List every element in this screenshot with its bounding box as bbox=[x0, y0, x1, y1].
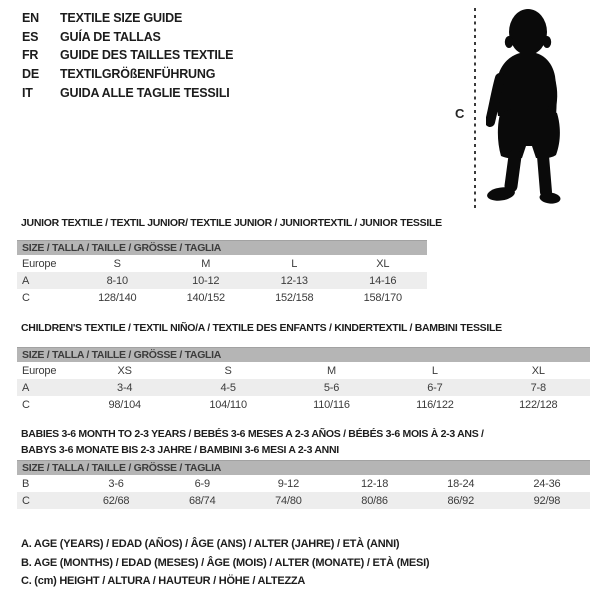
table-row-a bbox=[17, 272, 427, 289]
table-cell: L bbox=[291, 257, 298, 270]
lang-row-es bbox=[22, 28, 233, 47]
table-cell: 128/140 bbox=[98, 291, 137, 304]
table-cell: 116/122 bbox=[416, 398, 454, 411]
legend-age-years: A. AGE (YEARS) / EDAD (AÑOS) / ÂGE (ANS) / ALTER (JAHRE) / ETÀ (ANNI) bbox=[21, 538, 400, 550]
table-cell: XS bbox=[117, 364, 132, 377]
table-cell: 152/158 bbox=[275, 291, 314, 304]
table-row-c bbox=[17, 492, 590, 509]
table-cell: 9-12 bbox=[277, 477, 300, 490]
lang-title: GUIDA ALLE TAGLIE TESSILI bbox=[60, 85, 230, 100]
measure-legend bbox=[21, 535, 429, 591]
table-cell: 68/74 bbox=[188, 494, 216, 507]
table-cell: 92/98 bbox=[533, 494, 561, 507]
children-table-title: CHILDREN'S TEXTILE / TEXTIL NIÑO/A / TEXTILE DES ENFANTS / KINDERTEXTIL / BAMBINI TESSILE bbox=[21, 322, 502, 334]
table-cell: XL bbox=[531, 364, 545, 377]
size-header-bar: SIZE / TALLA / TAILLE / GRÖSSE / TAGLIA bbox=[17, 240, 427, 255]
lang-row-de bbox=[22, 65, 233, 84]
table-row-a bbox=[17, 379, 590, 396]
lang-title: GUIDE DES TAILLES TEXTILE bbox=[60, 48, 234, 63]
table-cell: 8-10 bbox=[106, 274, 128, 287]
lang-title: TEXTILGRÖßENFÜHRUNG bbox=[60, 67, 216, 82]
table-cell: 4-5 bbox=[220, 381, 236, 394]
table-cell: 98/104 bbox=[108, 398, 141, 411]
table-cell: 12-13 bbox=[280, 274, 308, 287]
babies-size-table bbox=[17, 460, 590, 509]
table-cell: 122/128 bbox=[519, 398, 558, 411]
table-cell: 158/170 bbox=[363, 291, 402, 304]
table-cell: M bbox=[201, 257, 211, 270]
lang-code: ES bbox=[22, 29, 39, 44]
table-cell: S bbox=[113, 257, 121, 270]
table-cell: 3-6 bbox=[108, 477, 124, 490]
table-row-c bbox=[17, 289, 427, 306]
lang-row-en bbox=[22, 9, 233, 28]
table-cell: XL bbox=[376, 257, 390, 270]
children-size-table bbox=[17, 347, 590, 413]
row-label: C bbox=[22, 291, 30, 304]
table-row-c bbox=[17, 396, 590, 413]
table-cell: S bbox=[224, 364, 232, 377]
table-cell: 10-12 bbox=[192, 274, 220, 287]
table-cell: 12-18 bbox=[361, 477, 389, 490]
table-cell: 24-36 bbox=[533, 477, 561, 490]
size-header-bar: SIZE / TALLA / TAILLE / GRÖSSE / TAGLIA bbox=[17, 460, 590, 475]
lang-title: TEXTILE SIZE GUIDE bbox=[60, 11, 183, 26]
table-cell: L bbox=[431, 364, 438, 377]
legend-height-cm: C. (cm) HEIGHT / ALTURA / HAUTEUR / HÖHE / ALTEZZA bbox=[21, 575, 306, 588]
table-cell: 74/80 bbox=[275, 494, 302, 507]
table-row-europe bbox=[17, 255, 427, 272]
table-cell: 104/110 bbox=[209, 398, 247, 411]
table-cell: 3-4 bbox=[117, 381, 133, 394]
row-label: A bbox=[22, 274, 30, 287]
table-cell: 14-16 bbox=[369, 274, 397, 287]
row-label: A bbox=[22, 381, 30, 394]
table-cell: 7-8 bbox=[530, 381, 546, 394]
height-measure-label: C bbox=[455, 106, 465, 121]
row-label: C bbox=[22, 494, 30, 507]
lang-row-fr bbox=[22, 46, 233, 65]
height-measure-dotted-line bbox=[474, 8, 476, 209]
table-cell: 140/152 bbox=[186, 291, 225, 304]
table-cell: 86/92 bbox=[447, 494, 474, 507]
table-cell: M bbox=[327, 364, 336, 377]
lang-code: EN bbox=[22, 11, 39, 26]
lang-title: GUÍA DE TALLAS bbox=[60, 29, 161, 44]
language-title-block bbox=[22, 9, 233, 102]
lang-code: FR bbox=[22, 48, 39, 63]
toddler-silhouette-icon bbox=[486, 6, 566, 204]
table-cell: 6-9 bbox=[194, 477, 210, 490]
table-cell: 5-6 bbox=[323, 381, 340, 394]
table-cell: 80/86 bbox=[361, 494, 388, 507]
table-cell: 62/68 bbox=[102, 494, 130, 507]
table-cell: 110/116 bbox=[313, 398, 350, 411]
lang-row-it bbox=[22, 83, 233, 102]
table-row-b bbox=[17, 475, 590, 492]
table-cell: 6-7 bbox=[427, 381, 443, 394]
row-label: Europe bbox=[22, 257, 57, 270]
row-label: B bbox=[22, 477, 30, 490]
legend-age-months: B. AGE (MONTHS) / EDAD (MESES) / ÂGE (MOIS) / ALTER (MONATE) / ETÀ (MESI) bbox=[21, 556, 430, 569]
row-label: Europe bbox=[22, 364, 57, 377]
table-row-europe bbox=[17, 362, 590, 379]
junior-table-title: JUNIOR TEXTILE / TEXTIL JUNIOR/ TEXTILE JUNIOR / JUNIORTEXTIL / JUNIOR TESSILE bbox=[21, 217, 442, 229]
babies-title-line-1: BABIES 3-6 MONTH TO 2-3 YEARS / BEBÉS 3-6 MESES A 2-3 AÑOS / BÉBÉS 3-6 MOIS À 2-3 ANS / bbox=[21, 428, 484, 440]
junior-size-table bbox=[17, 240, 427, 306]
table-cell: 18-24 bbox=[447, 477, 475, 490]
size-header-bar: SIZE / TALLA / TAILLE / GRÖSSE / TAGLIA bbox=[17, 347, 590, 362]
babies-title-line-2: BABYS 3-6 MONATE BIS 2-3 JAHRE / BAMBINI 3-6 MESI A 2-3 ANNI bbox=[21, 443, 339, 456]
babies-table-title bbox=[21, 427, 484, 458]
row-label: C bbox=[22, 398, 30, 411]
lang-code: IT bbox=[22, 85, 33, 100]
lang-code: DE bbox=[22, 67, 39, 82]
